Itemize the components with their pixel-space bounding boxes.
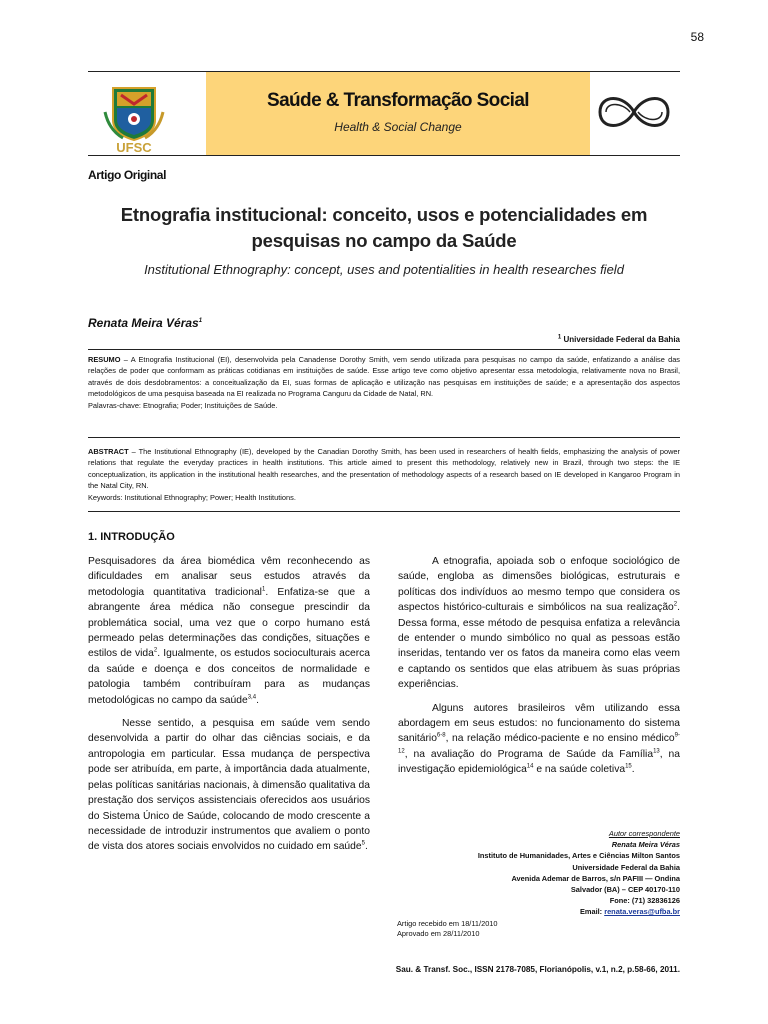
- correspondence-phone: Fone: (71) 32836126: [609, 896, 680, 906]
- paragraph: [398, 554, 680, 693]
- email-label: Email:: [579, 907, 605, 917]
- article-dates: [397, 919, 498, 940]
- journal-subtitle: Health & Social Change: [334, 120, 462, 134]
- text-run: . Enfatiza-se que a abrangente área médica não consegue prescindir da problemática social, uma vez que o corpo humano está permeado pelas determinações das condições, situações e estilos de vida: [88, 586, 371, 660]
- logo-text: UFSC: [116, 140, 152, 154]
- correspondence-label: Autor correspondente: [608, 829, 680, 838]
- citation-sup: 9-12: [398, 733, 680, 755]
- ufsc-logo: [103, 82, 165, 154]
- email-link[interactable]: renata.veras@ufba.br: [604, 907, 680, 917]
- abstract-block: [88, 446, 680, 503]
- article-title: [88, 202, 680, 254]
- affiliation-text: Universidade Federal da Bahia: [563, 335, 680, 344]
- resumo-block: [88, 354, 680, 411]
- right-column: [398, 554, 680, 786]
- resumo-label: RESUMO: [88, 355, 121, 364]
- author-name-text: Renata Meira Véras: [88, 316, 199, 330]
- journal-banner: [206, 72, 590, 155]
- article-title-line-1: Etnografia institucional: conceito, usos e potencialidades em: [120, 204, 648, 225]
- paragraph: [88, 716, 370, 855]
- abstract-bottom-rule: [88, 511, 680, 512]
- correspondence-block: [380, 828, 680, 918]
- text-run: Alguns autores brasileiros vêm utilizando essa abordagem em seus estudos: no funcionamento do sistema sanitário: [398, 702, 680, 745]
- abstract-top-rule: [88, 349, 680, 350]
- affiliation-sup: 1: [557, 334, 562, 341]
- abstract-keywords: Keywords: Institutional Ethnography; Power; Health Institutions.: [88, 492, 296, 502]
- text-run: . Dessa forma, esse método de pesquisa enfatiza a relevância de entender o mundo simbólico no qual as pessoas estão inseridas, tentando ver os fatos da maneira como elas veem e captando os sentidos que elas atribuem às suas próprias experiências.: [398, 602, 680, 691]
- approved-date: Aprovado em 28/11/2010: [397, 929, 480, 939]
- citation-sup: 15: [625, 763, 632, 770]
- paragraph: [398, 701, 680, 778]
- paragraph: [88, 554, 370, 708]
- section-heading: 1. INTRODUÇÃO: [88, 531, 175, 543]
- abstract-label: ABSTRACT: [88, 447, 129, 456]
- citation-sup: 13: [653, 748, 660, 755]
- resumo-text: – A Etnografia Institucional (EI), desenvolvida pela Canadense Dorothy Smith, vem sendo utilizada para pesquisas no campo da saúde, enfatizando a análise das relações de poder que conformam as práticas cotidianas em instituições de saúde. Esse artigo teve como objetivo apresentar essa metodologia, relativamente nova no Brasil, através de dois desdobramentos: a conceitualização da EI, suas formas de aplicação e utilização nas pesquisas em instituições de saúde; e a apresentação dos aspectos metodológicos de uma pesquisa baseada na EI realizada no Programa Canguru da Cidade de Natal, RN.: [88, 355, 680, 399]
- text-run: . Igualmente, os estudos socioculturais acerca da saúde e doença e dos conceitos de normalidade e patologia também contribuíram para as mudanças metodológicas no campo da saúde: [88, 648, 370, 706]
- citation-sup: 6-8: [436, 733, 446, 740]
- page-number: 58: [690, 30, 704, 44]
- resumo-keywords: Palavras-chave: Etnografia; Poder; Instituições de Saúde.: [88, 400, 278, 410]
- footer-citation: Sau. & Transf. Soc., ISSN 2178-7085, Florianópolis, v.1, n.2, p.58-66, 2011.: [395, 965, 680, 974]
- left-column: [88, 554, 370, 863]
- abstract-mid-rule: [88, 437, 680, 438]
- citation-sup: 14: [526, 763, 534, 770]
- citation-sup: 3,4: [247, 694, 257, 701]
- correspondence-email-row: [380, 906, 680, 917]
- article-title-line-2: pesquisas no campo da Saúde: [251, 230, 517, 251]
- correspondence-name: Renata Meira Véras: [611, 840, 680, 850]
- text-run: , na relação médico-paciente e no ensino médico: [445, 733, 675, 745]
- text-run: .: [364, 841, 368, 853]
- article-title-english: Institutional Ethnography: concept, uses and potentialities in health researches field: [144, 262, 624, 277]
- correspondence-line: Instituto de Humanidades, Artes e Ciências Milton Santos: [477, 851, 680, 861]
- correspondence-line: Universidade Federal da Bahia: [572, 862, 680, 872]
- correspondence-line: Salvador (BA) – CEP 40170-110: [570, 885, 680, 895]
- text-run: .: [631, 764, 635, 776]
- citation-sup: 2: [673, 601, 678, 608]
- text-run: , na investigação epidemiológica: [398, 748, 680, 776]
- text-run: e na saúde coletiva: [533, 764, 626, 776]
- author-name: [88, 316, 202, 330]
- citation-sup: 5: [361, 840, 365, 847]
- received-date: Artigo recebido em 18/11/2010: [397, 919, 498, 928]
- header-bottom-rule: [88, 155, 680, 156]
- text-run: Pesquisadores da área biomédica vêm reconhecendo as dificuldades em analisar seus estudos através da metodologia quantitativa tradicional: [88, 556, 370, 598]
- author-sup: 1: [198, 318, 203, 324]
- journal-mark-icon: [594, 90, 674, 134]
- affiliation: [558, 335, 680, 344]
- citation-sup: 2: [153, 648, 158, 655]
- text-run: Nesse sentido, a pesquisa em saúde vem sendo desenvolvida a partir do olhar das ciências sociais, e da antropologia em particular. Essa mudança de perspectiva pode ser atribuída, em parte, à importância dada atualmente, pelas políticas sanitárias nacionais, à dimensão qualitativa da prestação dos serviços assistenciais oferecidos aos usuários do Sistema Único de Saúde, colocando de modo crescente a necessidade de introduzir instrumentos que avaliem o ponto de vista dos atores sociais envolvidos no cuidado em saúde: [88, 718, 370, 853]
- resumo-paragraph: [88, 354, 680, 400]
- abstract-paragraph: [88, 446, 680, 492]
- text-run: .: [256, 694, 259, 706]
- journal-title: Saúde & Transformação Social: [267, 90, 529, 111]
- text-run: , na avaliação do Programa de Saúde da Família: [404, 748, 654, 760]
- article-type: Artigo Original: [88, 168, 167, 182]
- citation-sup: 1: [261, 586, 266, 593]
- text-run: A etnografia, apoiada sob o enfoque sociológico de saúde, engloba as dimensões biológicas, estruturais e políticas dos indivíduos ao mesmo tempo que considera os aspectos histórico-culturais e simbólicos na sua realização: [398, 556, 680, 614]
- correspondence-line: Avenida Ademar de Barros, s/n PAFIII — Ondina: [511, 873, 680, 883]
- abstract-text: – The Institutional Ethnography (IE), developed by the Canadian Dorothy Smith, has been used in researchers of health fields, emphasizing the analysis of power relations that regulate the everyday practices in health institutions. This article aimed to present this methodology, relatively new in Brazil, through two steps: the IE conceptualization, its application in the institutional health researches, and the presentation of methodology aspects of a research based on IE developed in Kangaroo Program in the Natal City, RN.: [88, 447, 680, 491]
